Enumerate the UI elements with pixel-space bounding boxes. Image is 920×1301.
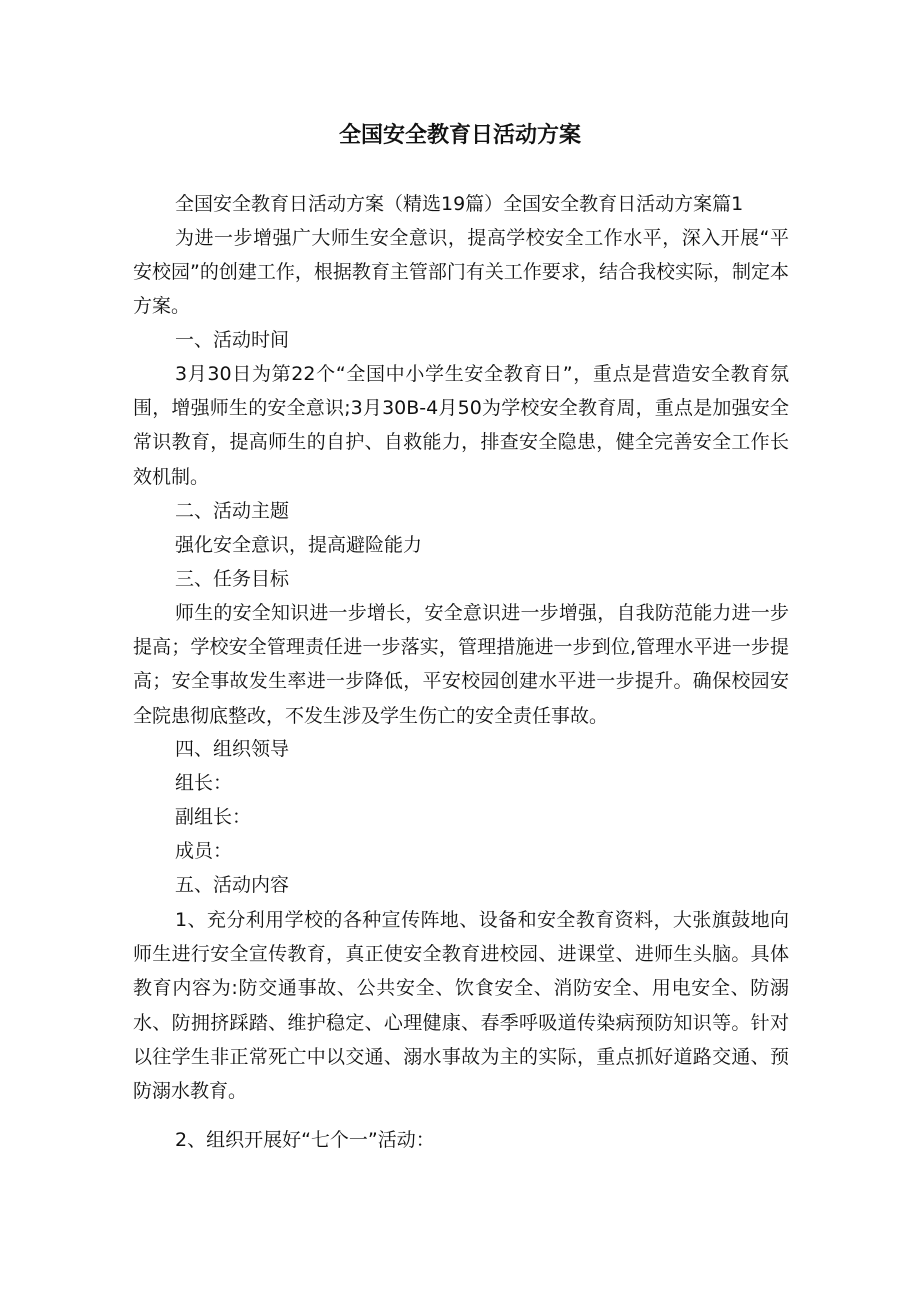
leader-label: 组长： xyxy=(175,772,233,794)
section-heading-goals: 三、任务目标 xyxy=(175,568,290,590)
section-body-theme: 强化安全意识，提高避险能力 xyxy=(175,534,423,556)
section-heading-leadership: 四、组织领导 xyxy=(175,738,290,760)
member-label: 成员： xyxy=(175,840,233,862)
content-item-2: 2、组织开展好“七个一”活动： xyxy=(175,1129,435,1151)
purpose-paragraph: 为进一步增强广大师生安全意识，提高学校安全工作水平，深入开展“平安校园”的创建工作，根据教育主管部门有关工作要求，结合我校实际，制定本方案。 xyxy=(133,227,789,318)
section-heading-theme: 二、活动主题 xyxy=(175,500,290,522)
intro-paragraph: 全国安全教育日活动方案（精选19篇）全国安全教育日活动方案篇1 xyxy=(175,193,744,215)
section-heading-time: 一、活动时间 xyxy=(175,329,290,351)
section-body-time: 3月30日为第22个“全国中小学生安全教育日”，重点是营造安全教育氛围，增强师生的安全意识;3月30B-4月50为学校安全教育周，重点是加强安全常识教育，提高师生的自护、自救能力，排查安全隐患，健全完善安全工作长效机制。 xyxy=(133,363,789,488)
section-heading-content: 五、活动内容 xyxy=(175,874,290,896)
content-item-1: 1、充分利用学校的各种宣传阵地、设备和安全教育资料，大张旗鼓地向师生进行安全宣传教育，真正使安全教育进校园、进课堂、进师生头脑。具体教育内容为:防交通事故、公共安全、饮食安全、消防安全、用电安全、防溺水、防拥挤踩踏、维护稳定、心理健康、春季呼吸道传染病预防知识等。针对以往学生非正常死亡中以交通、溺水事故为主的实际，重点抓好道路交通、预防溺水教育。 xyxy=(133,909,789,1103)
document-title: 全国安全教育日活动方案 xyxy=(338,123,581,148)
deputy-leader-label: 副组长： xyxy=(175,806,252,828)
section-body-goals: 师生的安全知识进一步增长，安全意识进一步增强，自我防范能力进一步提高；学校安全管理责任进一步落实，管理措施进一步到位,管理水平进一步提高；安全事故发生率进一步降低，平安校园创建水平进一步提升。确保校园安全院患彻底整改，不发生涉及学生伤亡的安全责任事故。 xyxy=(133,602,789,727)
